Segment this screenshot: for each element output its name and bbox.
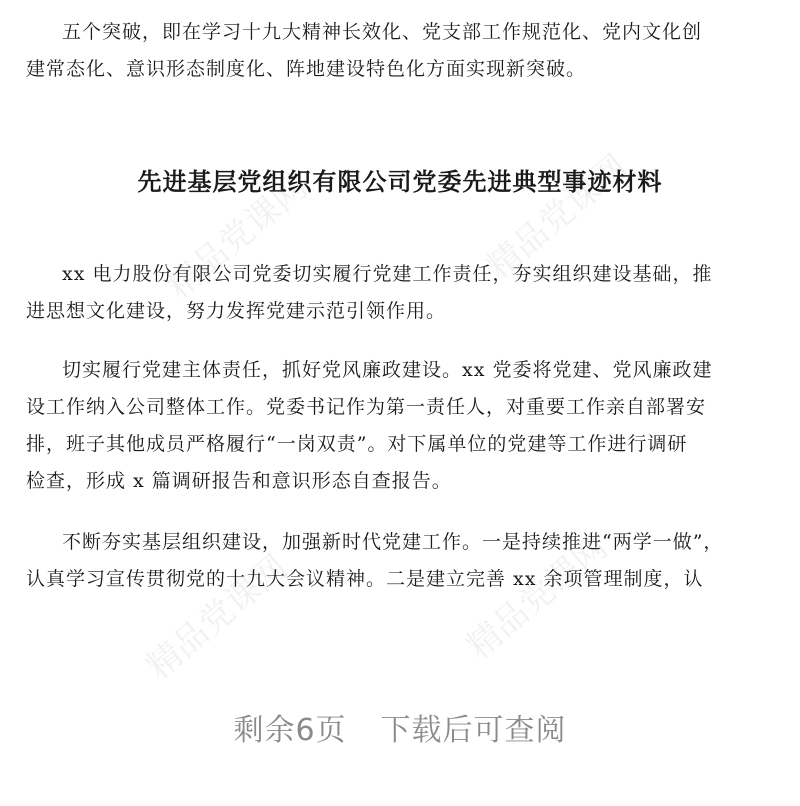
text-line: 建常态化、意识形态制度化、阵地建设特色化方面实现新突破。: [26, 58, 587, 80]
watermark: 精品党课网: [159, 167, 316, 308]
watermark: 精品党课网: [459, 527, 616, 668]
text-line: 检查，形成 x 篇调研报告和意识形态自查报告。: [26, 470, 452, 492]
download-prompt[interactable]: [0, 705, 800, 749]
watermark: 精品党课网: [139, 547, 296, 688]
text-line: 不断夯实基层组织建设，加强新时代党建工作。一是持续推进“两学一做”，: [62, 531, 724, 553]
text-line: 切实履行党建主体责任，抓好党风廉政建设。xx 党委将党建、党风廉政建: [62, 359, 713, 381]
remaining-pages-label: 剩余6页: [233, 713, 347, 748]
watermark: 精品党课网: [479, 147, 636, 288]
text-line: 设工作纳入公司整体工作。党委书记作为第一责任人，对重要工作亲自部署安: [26, 396, 707, 418]
text-line: 排，班子其他成员严格履行“一岗双责”。对下属单位的党建等工作进行调研: [26, 433, 688, 455]
text-line: xx 电力股份有限公司党委切实履行党建工作责任，夯实组织建设基础，推: [62, 263, 713, 285]
text-line: 五个突破，即在学习十九大精神长效化、党支部工作规范化、党内文化创: [62, 21, 703, 43]
text-line: 认真学习宣传贯彻党的十九大会议精神。二是建立完善 xx 余项管理制度，认: [26, 568, 704, 590]
text-line: 进思想文化建设，努力发挥党建示范引领作用。: [26, 300, 447, 322]
download-to-view-label: 下载后可查阅: [380, 713, 567, 748]
document-title: 先进基层党组织有限公司党委先进典型事迹材料: [137, 168, 663, 196]
